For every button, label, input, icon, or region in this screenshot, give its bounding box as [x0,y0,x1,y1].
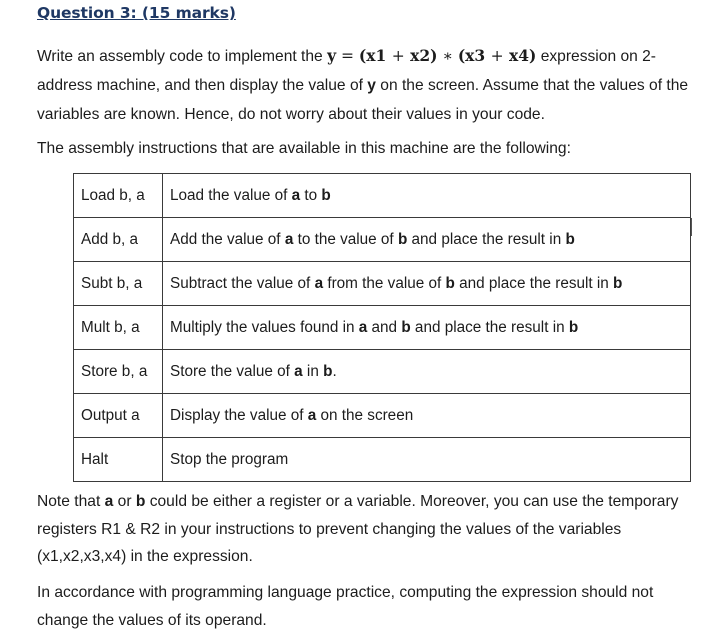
description-cell: Load the value of a to b [163,174,691,218]
text-cursor [691,218,692,236]
intro-paragraph: Write an assembly code to implement the y = (x1 + x2) ∗ (x3 + x4) expression on 2-address machine, and then display the value of y on the screen. Assume that the values of the variables are known. Hence, do not worry about their values in your code. [37,46,689,123]
instruction-cell: Mult b, a [74,306,163,350]
table-row [74,350,691,394]
description-cell: Multiply the values found in a and b and place the result in b [163,306,691,350]
instruction-cell: Subt b, a [74,262,163,306]
instruction-table [73,173,691,482]
instruction-cell: Halt [74,438,163,482]
instruction-cell: Output a [74,394,163,438]
note-paragraph: Note that a or b could be either a register or a variable. Moreover, you can use the temporary registers R1 & R2 in your instructions to prevent changing the values of the variables (x1,x2,x3,x4) in the expression. [37,493,679,565]
var-y: y [367,77,376,94]
closing-paragraph: In accordance with programming language practice, computing the expression should not change the values of its operand. [37,584,654,629]
instruction-cell: Load b, a [74,174,163,218]
description-cell: Stop the program [163,438,691,482]
table-row [74,438,691,482]
instruction-cell: Add b, a [74,218,163,262]
table-row [74,262,691,306]
table-row [74,394,691,438]
expression: y = (x1 + x2) ∗ (x3 + x4) [327,46,537,65]
intro-text: Write an assembly code to implement the [37,48,328,65]
description-cell: Add the value of a to the value of b and place the result in b [163,218,691,262]
instructions-intro: The assembly instructions that are available in this machine are the following: [37,140,571,157]
var-b: b [135,493,146,510]
var-a: a [104,493,114,510]
question-heading: Question 3: (15 marks) [37,4,236,22]
table-row [74,306,691,350]
description-cell: Subtract the value of a from the value of b and place the result in b [163,262,691,306]
instruction-cell: Store b, a [74,350,163,394]
table-row [74,174,691,218]
description-cell: Store the value of a in b. [163,350,691,394]
table-row [74,218,691,262]
description-cell: Display the value of a on the screen [163,394,691,438]
